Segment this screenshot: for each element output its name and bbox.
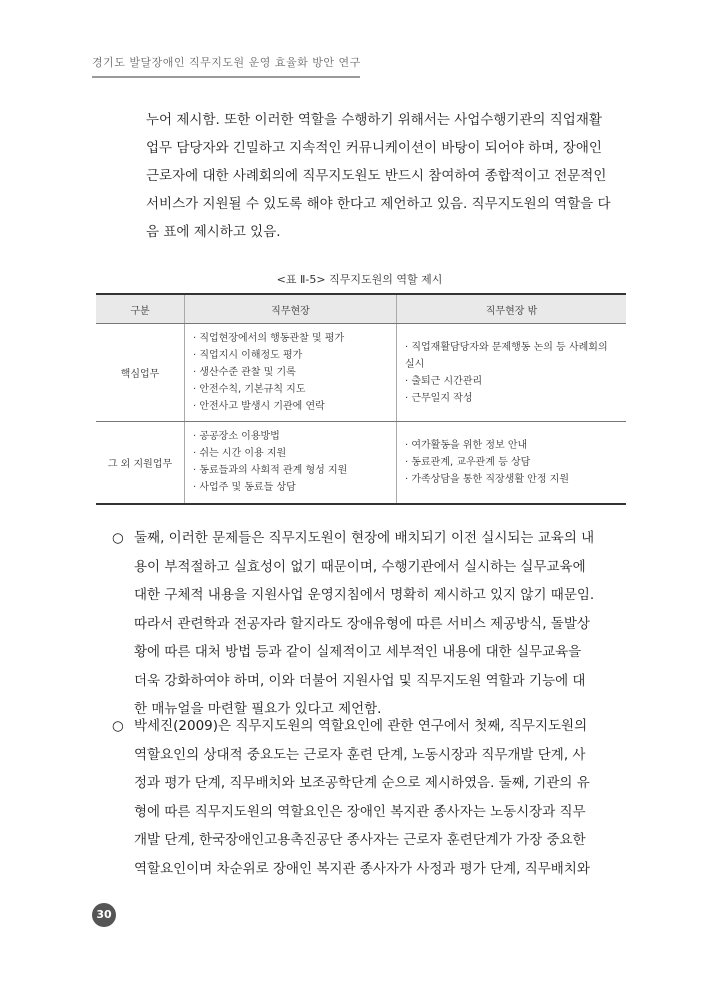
paragraph-line: 더욱 강화하여야 하며, 이와 더불어 지원사업 및 직무지도원 역할과 기능에 대 (134, 672, 586, 689)
paragraph-line: 황에 따른 대처 방법 등과 같이 실제적이고 세부적인 내용에 대한 실무교육을 (134, 644, 582, 660)
outside-list (405, 437, 618, 488)
role-table (96, 293, 626, 505)
list-item: · 여가활동을 위한 정보 안내 (405, 437, 618, 454)
list-item: · 직업재활담당자와 문제행동 논의 등 사례회의 실시 (405, 339, 618, 373)
paragraph-line: 근로자에 대한 사례회의에 직무지도원도 반드시 참여하여 종합적이고 전문적인 (146, 168, 607, 184)
list-item: · 가족상담을 통한 직장생활 안정 지원 (405, 471, 618, 488)
paragraph-body (134, 712, 628, 883)
paragraph-body (134, 524, 628, 724)
list-item: · 동료관계, 교우관계 등 상담 (405, 454, 618, 471)
paragraph-line: 둘째, 이러한 문제들은 직무지도원이 현장에 배치되기 이전 실시되는 교육의 내 (134, 530, 595, 546)
paragraph-line: 박세진(2009)은 직무지도원의 역할요인에 관한 연구에서 첫째, 직무지도원의 (134, 718, 588, 734)
row-category: 그 외 지원업무 (96, 422, 185, 504)
paragraph-line: 한 매뉴얼을 마련할 필요가 있다고 제언함. (134, 701, 382, 717)
list-item: · 쉬는 시간 이용 지원 (193, 445, 388, 462)
outside-list (405, 339, 618, 407)
list-item: · 근무일지 작성 (405, 390, 618, 407)
list-item: · 직업현장에서의 행동관찰 및 평가 (193, 330, 388, 347)
page-number: 30 (92, 903, 116, 927)
paragraph-line: 서비스가 지원될 수 있도록 해야 한다고 제언하고 있음. 직무지도원의 역할을 다 (146, 196, 611, 212)
paragraph-line: 형에 따른 직무지도원의 역할요인은 장애인 복지관 종사자는 노동시장과 직무 (134, 803, 586, 820)
header-inside: 직무현장 (185, 294, 397, 324)
paragraph-line: 대한 구체적 내용을 지원사업 운영지침에서 명확히 제시하고 있지 않기 때문임. (134, 587, 595, 603)
bullet-paragraph-second (112, 524, 628, 724)
list-item: · 공공장소 이용방법 (193, 428, 388, 445)
inside-list (193, 428, 388, 496)
paragraph-line: 따라서 관련학과 전공자라 할지라도 장애유형에 따른 서비스 제공방식, 돌발상 (134, 615, 590, 632)
table-row (96, 422, 626, 504)
paragraph-line: 역할요인의 상대적 중요도는 근로자 훈련 단계, 노동시장과 직무개발 단계, 사 (134, 746, 586, 763)
list-item: · 사업주 및 동료들 상담 (193, 479, 388, 496)
table-caption: <표 Ⅱ-5> 직무지도원의 역할 제시 (276, 273, 443, 286)
header-rule (92, 76, 360, 78)
inside-cell (185, 422, 397, 504)
paragraph-line: 개발 단계, 한국장애인고용촉진공단 종사자는 근로자 훈련단계가 가장 중요한 (134, 832, 586, 848)
list-item: · 안전사고 발생시 기관에 연락 (193, 398, 388, 415)
row-category: 핵심업무 (96, 324, 185, 422)
header-category: 구분 (96, 294, 185, 324)
circle-bullet-icon: ○ (112, 530, 124, 546)
inside-cell (185, 324, 397, 422)
running-header: 경기도 발달장애인 직무지도원 운영 효율화 방안 연구 (92, 56, 361, 69)
list-item: · 생산수준 관찰 및 기록 (193, 364, 388, 381)
list-item: · 출퇴근 시간관리 (405, 373, 618, 390)
outside-cell (397, 422, 627, 504)
paragraph-line: 업무 담당자와 긴밀하고 지속적인 커뮤니케이션이 바탕이 되어야 하며, 장애인 (146, 140, 602, 156)
paragraph-line: 정과 평가 단계, 직무배치와 보조공학단계 순으로 제시하였음. 둘째, 기관의 유 (134, 775, 590, 791)
outside-cell (397, 324, 627, 422)
paragraph-line: 용이 부적절하고 실효성이 없기 때문이며, 수행기관에서 실시하는 실무교육에 (134, 558, 586, 575)
table-row (96, 324, 626, 422)
table-header-row (96, 294, 626, 324)
paragraph-line: 누어 제시함. 또한 이러한 역할을 수행하기 위해서는 사업수행기관의 직업재활 (146, 112, 602, 128)
bullet-paragraph-park (112, 712, 628, 883)
header-outside: 직무현장 밖 (397, 294, 627, 324)
inside-list (193, 330, 388, 415)
circle-bullet-icon: ○ (112, 718, 124, 734)
paragraph-line: 역할요인이며 차순위로 장애인 복지관 종사자가 사정과 평가 단계, 직무배치와 (134, 860, 590, 877)
intro-paragraph (146, 106, 626, 246)
list-item: · 동료들과의 사회적 관계 형성 지원 (193, 462, 388, 479)
list-item: · 직업지시 이해정도 평가 (193, 347, 388, 364)
list-item: · 안전수칙, 기본규칙 지도 (193, 381, 388, 398)
paragraph-line: 음 표에 제시하고 있음. (146, 224, 281, 240)
